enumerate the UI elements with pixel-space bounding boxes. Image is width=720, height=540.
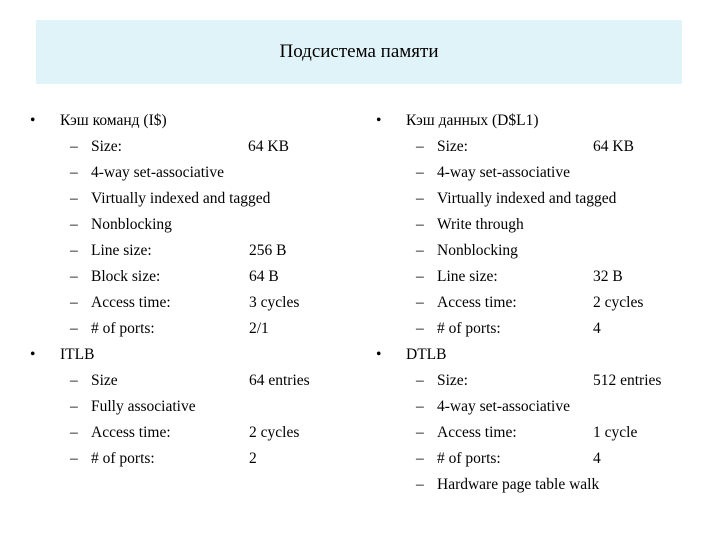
dash-icon: – — [416, 320, 424, 337]
list-item — [30, 186, 360, 212]
section-header — [376, 342, 716, 368]
item-label: Block size: — [91, 268, 161, 285]
dash-icon: – — [416, 216, 424, 233]
section-label: Кэш данных (D$L1) — [406, 112, 539, 129]
item-value: 2/1 — [249, 320, 269, 337]
dash-icon: – — [70, 190, 78, 207]
right-column — [376, 108, 716, 498]
item-label: Size: — [437, 372, 468, 389]
bullet-icon: • — [30, 346, 36, 363]
dash-icon: – — [416, 268, 424, 285]
item-value: 64 B — [249, 268, 279, 285]
list-item — [376, 160, 716, 186]
list-item — [30, 446, 360, 472]
dash-icon: – — [416, 190, 424, 207]
dash-icon: – — [70, 164, 78, 181]
list-item — [376, 264, 716, 290]
item-value: 1 cycle — [593, 424, 638, 441]
item-label: Size: — [91, 138, 122, 155]
item-label: Size: — [437, 138, 468, 155]
list-item — [376, 186, 716, 212]
page-title: Подсистема памяти — [279, 41, 439, 62]
list-item — [30, 238, 360, 264]
item-value: 64 KB — [248, 138, 289, 155]
item-label: Fully associative — [91, 398, 196, 415]
item-label: Nonblocking — [437, 242, 518, 259]
title-bar — [36, 20, 682, 84]
section-label: Кэш команд (I$) — [60, 112, 167, 129]
dash-icon: – — [70, 372, 78, 389]
item-label: Access time: — [91, 294, 171, 311]
list-item — [30, 394, 360, 420]
dash-icon: – — [416, 294, 424, 311]
dash-icon: – — [416, 372, 424, 389]
item-label: Hardware page table walk — [437, 476, 600, 493]
item-label: Virtually indexed and tagged — [91, 190, 271, 207]
list-item — [30, 264, 360, 290]
item-label: 4-way set-associative — [437, 398, 570, 415]
item-label: Access time: — [91, 424, 171, 441]
dash-icon: – — [70, 216, 78, 233]
item-label: Nonblocking — [91, 216, 172, 233]
list-item — [376, 420, 716, 446]
list-item — [30, 134, 360, 160]
bullet-icon: • — [30, 112, 36, 129]
dash-icon: – — [70, 294, 78, 311]
list-item — [376, 134, 716, 160]
dash-icon: – — [416, 164, 424, 181]
dash-icon: – — [416, 424, 424, 441]
list-item — [30, 212, 360, 238]
item-value: 4 — [593, 320, 601, 337]
item-label: Write through — [437, 216, 524, 233]
item-value: 64 KB — [593, 138, 634, 155]
section-header — [376, 108, 716, 134]
item-label: # of ports: — [91, 450, 155, 467]
item-value: 256 B — [249, 242, 287, 259]
dash-icon: – — [416, 476, 424, 493]
list-item — [30, 316, 360, 342]
list-item — [30, 420, 360, 446]
list-item — [376, 394, 716, 420]
item-value: 2 — [249, 450, 257, 467]
item-label: # of ports: — [437, 450, 501, 467]
item-label: # of ports: — [91, 320, 155, 337]
section-header — [30, 108, 360, 134]
section-header — [30, 342, 360, 368]
list-item — [376, 472, 716, 498]
section-label: ITLB — [60, 346, 95, 363]
dash-icon: – — [70, 268, 78, 285]
dash-icon: – — [416, 450, 424, 467]
list-item — [376, 316, 716, 342]
dash-icon: – — [70, 138, 78, 155]
item-label: # of ports: — [437, 320, 501, 337]
bullet-icon: • — [376, 346, 382, 363]
list-item — [376, 368, 716, 394]
item-label: Line size: — [91, 242, 152, 259]
dash-icon: – — [416, 138, 424, 155]
list-item — [376, 238, 716, 264]
list-item — [30, 290, 360, 316]
item-label: 4-way set-associative — [437, 164, 570, 181]
dash-icon: – — [70, 450, 78, 467]
bullet-icon: • — [376, 112, 382, 129]
item-label: Virtually indexed and tagged — [437, 190, 617, 207]
dash-icon: – — [416, 398, 424, 415]
item-label: Access time: — [437, 424, 517, 441]
item-label: Size — [91, 372, 118, 389]
item-value: 32 B — [593, 268, 623, 285]
list-item — [376, 446, 716, 472]
item-value: 64 entries — [249, 372, 310, 389]
list-item — [30, 368, 360, 394]
dash-icon: – — [416, 242, 424, 259]
item-value: 512 entries — [593, 372, 662, 389]
dash-icon: – — [70, 398, 78, 415]
dash-icon: – — [70, 242, 78, 259]
item-value: 3 cycles — [249, 294, 300, 311]
item-value: 4 — [593, 450, 601, 467]
section-label: DTLB — [406, 346, 447, 363]
list-item — [376, 290, 716, 316]
item-label: Line size: — [437, 268, 498, 285]
item-value: 2 cycles — [593, 294, 644, 311]
item-label: 4-way set-associative — [91, 164, 224, 181]
list-item — [376, 212, 716, 238]
item-label: Access time: — [437, 294, 517, 311]
list-item — [30, 160, 360, 186]
dash-icon: – — [70, 320, 78, 337]
left-column — [30, 108, 360, 472]
dash-icon: – — [70, 424, 78, 441]
item-value: 2 cycles — [249, 424, 300, 441]
